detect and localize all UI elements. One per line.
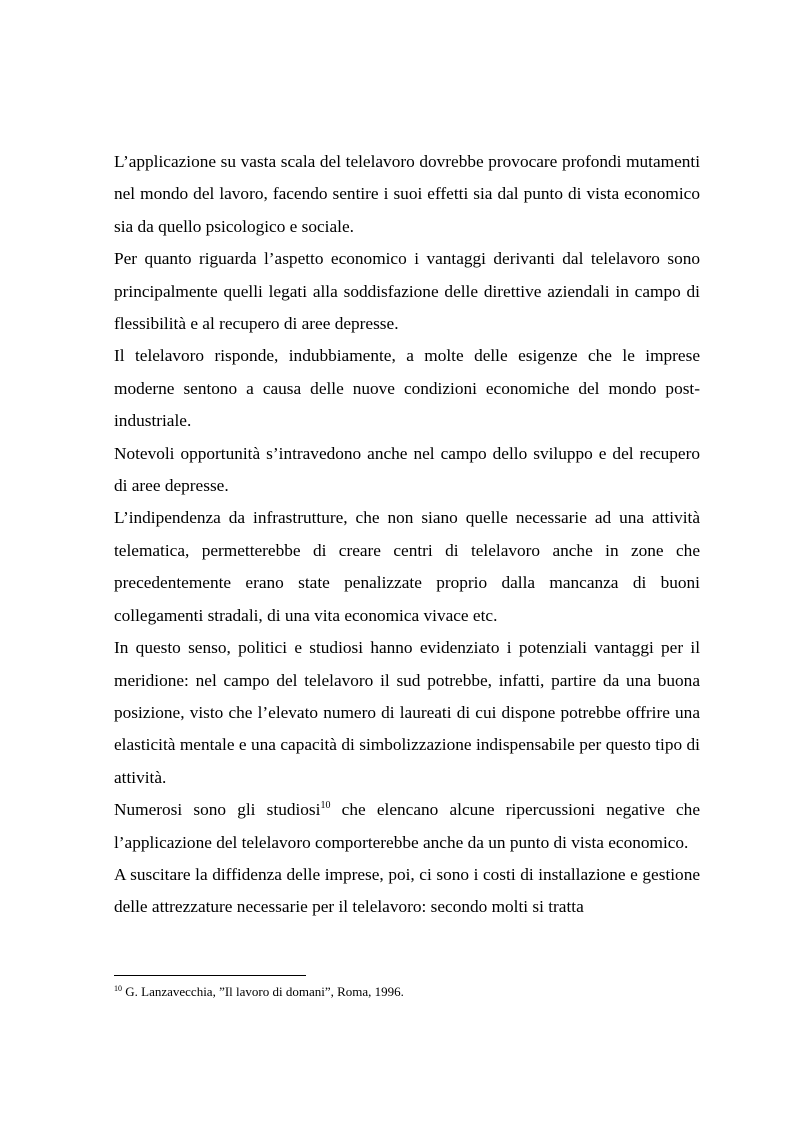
paragraph-6: In questo senso, politici e studiosi hanno evidenziato i potenziali vantaggi per il meridione: nel campo del telelavoro il sud potrebbe, infatti, partire da una buona posizione, visto che l’elevato numero di laureati di cui dispone potrebbe offrire una elasticità mentale e una capacità di simbolizzazione indispensabile per questo tipo di attività.	[114, 638, 700, 787]
paragraph-5: L’indipendenza da infrastrutture, che non siano quelle necessarie ad una attività telematica, permetterebbe di creare centri di telelavoro anche in zone che precedentemente erano state penalizzate proprio dalla mancanza di buoni collegamenti stradali, di una vita economica vivace etc.	[114, 508, 700, 625]
paragraph-7-end: che elencano alcune ripercussioni negative che l’applicazione del telelavoro comporterebbe anche da un punto di vista economico.	[114, 800, 700, 852]
paragraph-3: Il telelavoro risponde, indubbiamente, a molte delle esigenze che le imprese moderne sentono a causa delle nuove condizioni economiche del mondo post-industriale.	[114, 346, 700, 431]
body-text	[114, 146, 700, 924]
paragraph-1: L’applicazione su vasta scala del telelavoro dovrebbe provocare profondi mutamenti nel mondo del lavoro, facendo sentire i suoi effetti sia dal punto di vista economico sia da quello psicologico e sociale.	[114, 152, 700, 236]
paragraph-8: A suscitare la diffidenza delle imprese, poi, ci sono i costi di installazione e gestione delle attrezzature necessarie per il telelavoro: secondo molti si tratta	[114, 864, 700, 917]
paragraph-7-start: Numerosi sono gli studiosi	[114, 800, 321, 820]
footnote	[114, 983, 700, 1001]
paragraph-2: Per quanto riguarda l’aspetto economico i vantaggi derivanti dal telelavoro sono principalmente quelli legati alla soddisfazione delle direttive aziendali in campo di flessibilità e al recupero di aree depresse.	[114, 249, 700, 334]
footnote-divider	[114, 975, 306, 976]
paragraph-4: Notevoli opportunità s’intravedono anche nel campo dello sviluppo e del recupero di aree depresse.	[114, 443, 700, 496]
paragraph-7	[114, 794, 700, 859]
footnote-text: G. Lanzavecchia, ”Il lavoro di domani”, Roma, 1996.	[122, 984, 404, 999]
footnote-reference[interactable]: 10	[320, 800, 331, 812]
footnote-number: 10	[114, 984, 122, 993]
